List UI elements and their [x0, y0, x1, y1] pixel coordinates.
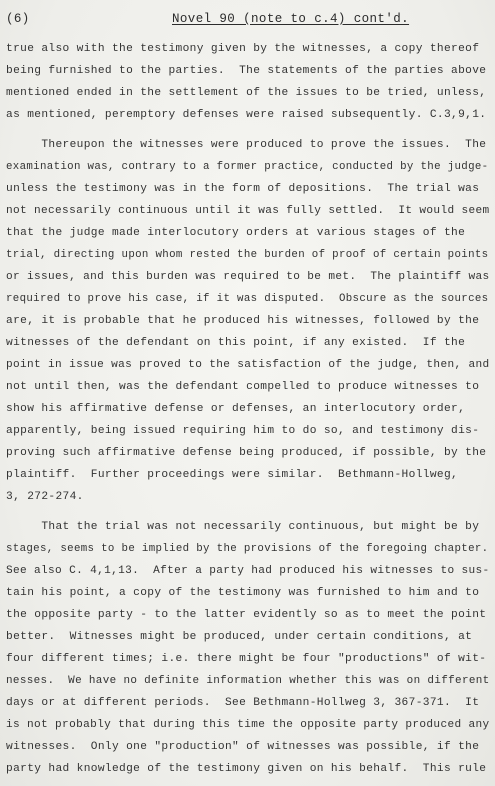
text-line: witnesses. Only one "production" of witnesses was possible, if the: [6, 741, 480, 753]
page-number: (6): [6, 12, 30, 26]
text-line: examination was, contrary to a former practice, conducted by the judge-: [6, 161, 489, 173]
text-line: show his affirmative defense or defenses, an interlocutory order,: [6, 403, 466, 415]
text-line: better. Witnesses might be produced, under certain conditions, at: [6, 631, 473, 643]
text-line: proving such affirmative defense being produced, if possible, by the: [6, 447, 487, 459]
text-line: true also with the testimony given by the witnesses, a copy thereof: [6, 43, 480, 55]
text-line: days or at different periods. See Bethmann-Hollweg 3, 367-371. It: [6, 697, 480, 709]
text-line: mentioned ended in the settlement of the issues to be tried, unless,: [6, 87, 487, 99]
text-line: See also C. 4,1,13. After a party had produced his witnesses to sus-: [6, 565, 490, 577]
text-line: not until then, was the defendant compelled to produce witnesses to: [6, 381, 480, 393]
running-head: Novel 90 (note to c.4) cont'd.: [172, 12, 410, 26]
text-line: that the judge made interlocutory orders at various stages of the: [6, 227, 466, 239]
text-line: unless the testimony was in the form of depositions. The trial was: [6, 183, 480, 195]
text-line: witnesses of the defendant on this point, if any existed. If the: [6, 337, 466, 349]
text-line: or issues, and this burden was required to be met. The plaintiff was: [6, 271, 490, 283]
text-line: party had knowledge of the testimony given on his behalf. This rule: [6, 763, 487, 775]
text-line: nesses. We have no definite information whether this was on different: [6, 675, 490, 687]
text-line: are, it is probable that he produced his witnesses, followed by the: [6, 315, 480, 327]
page-header: [0, 12, 495, 32]
text-line: the opposite party - to the latter evidently so as to meet the point: [6, 609, 487, 621]
text-line: being furnished to the parties. The statements of the parties above: [6, 65, 487, 77]
text-line: point in issue was proved to the satisfaction of the judge, then, and: [6, 359, 490, 371]
text-line: plaintiff. Further proceedings were similar. Bethmann-Hollweg,: [6, 469, 459, 481]
text-line: apparently, being issued requiring him to do so, and testimony dis-: [6, 425, 480, 437]
text-line: stages, seems to be implied by the provisions of the foregoing chapter.: [6, 543, 489, 555]
text-line: 3, 272-274.: [6, 491, 84, 503]
text-line: four different times; i.e. there might be four "productions" of wit-: [6, 653, 487, 665]
text-line: Thereupon the witnesses were produced to prove the issues. The: [6, 139, 487, 151]
text-line: trial, directing upon whom rested the burden of proof of certain points: [6, 249, 489, 261]
text-line: as mentioned, peremptory defenses were raised subsequently. C.3,9,1.: [6, 109, 487, 121]
text-line: tain his point, a copy of the testimony was furnished to him and to: [6, 587, 480, 599]
text-line: required to prove his case, if it was disputed. Obscure as the sources: [6, 293, 489, 305]
text-line: not necessarily continuous until it was fully settled. It would seem: [6, 205, 490, 217]
text-line: is not probably that during this time the opposite party produced any: [6, 719, 490, 731]
text-line: That the trial was not necessarily continuous, but might be by: [6, 521, 480, 533]
